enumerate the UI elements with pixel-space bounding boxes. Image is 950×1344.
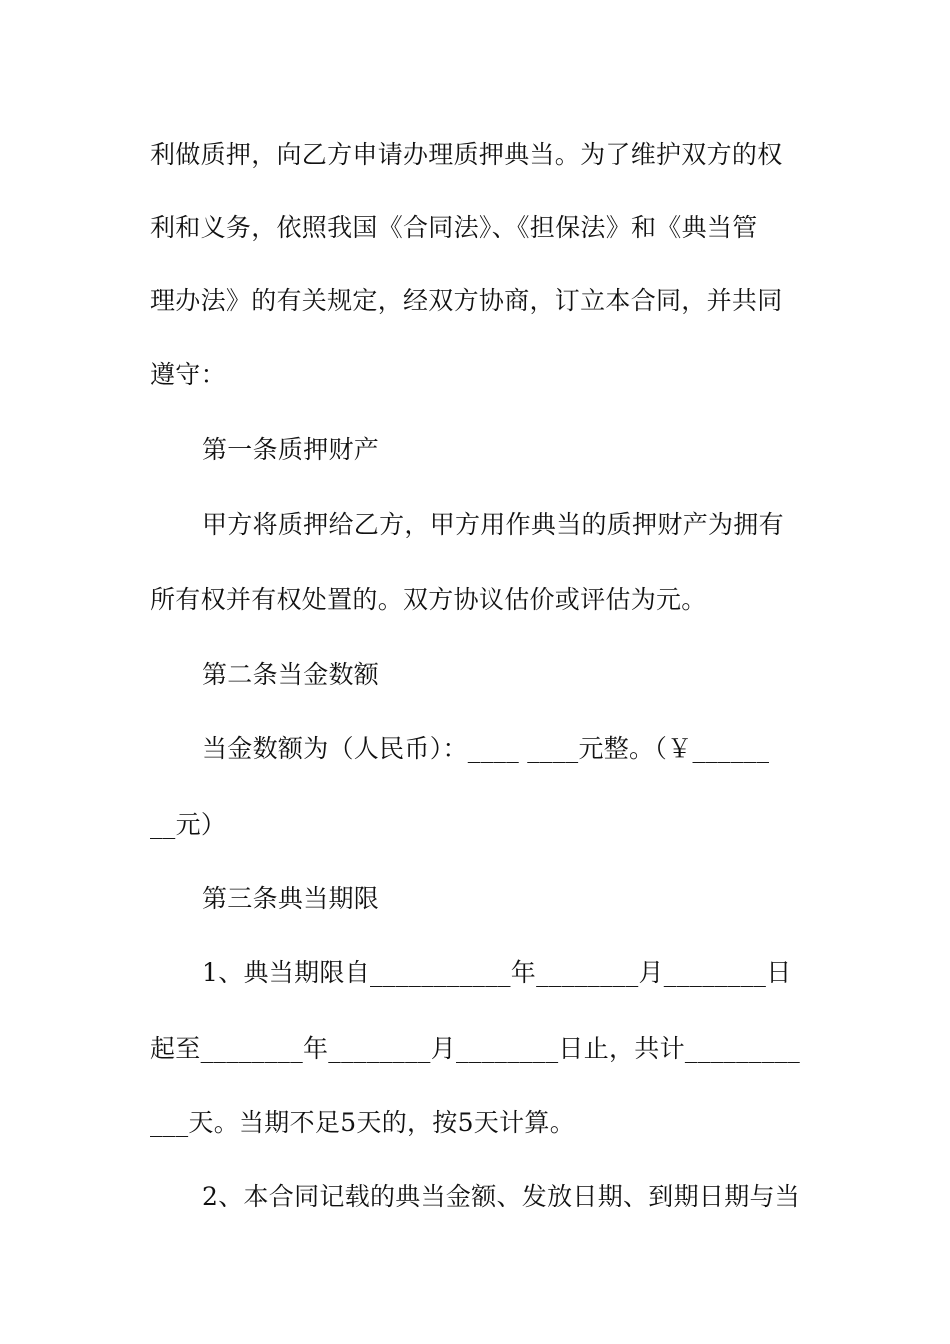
paragraph-line: 1、典当期限自___________年________月________日: [202, 958, 792, 987]
paragraph-line: 起至________年________月________日止，共计_________: [150, 1034, 801, 1063]
paragraph-line: 所有权并有权处置的。双方协议估价或评估为元。: [150, 585, 707, 614]
paragraph-line: 遵守：: [150, 360, 226, 389]
paragraph-line: 甲方将质押给乙方，甲方用作典当的质押财产为拥有: [202, 510, 784, 539]
paragraph-line: 利做质押，向乙方申请办理质押典当。为了维护双方的权: [150, 140, 783, 169]
section-heading: 第一条质押财产: [202, 435, 380, 464]
paragraph-line: ___天。当期不足5天的，按5天计算。: [150, 1108, 576, 1137]
paragraph-line: 当金数额为（人民币）：____ ____元整。（￥______: [202, 734, 770, 763]
paragraph-line: 2、本合同记载的典当金额、发放日期、到期日期与当: [202, 1182, 801, 1211]
paragraph-line: __元）: [150, 810, 227, 839]
section-heading: 第三条典当期限: [202, 884, 380, 913]
paragraph-line: 利和义务，依照我国《合同法》、《担保法》和《典当管: [150, 213, 758, 242]
section-heading: 第二条当金数额: [202, 660, 380, 689]
paragraph-line: 理办法》的有关规定，经双方协商，订立本合同，并共同: [150, 286, 783, 315]
